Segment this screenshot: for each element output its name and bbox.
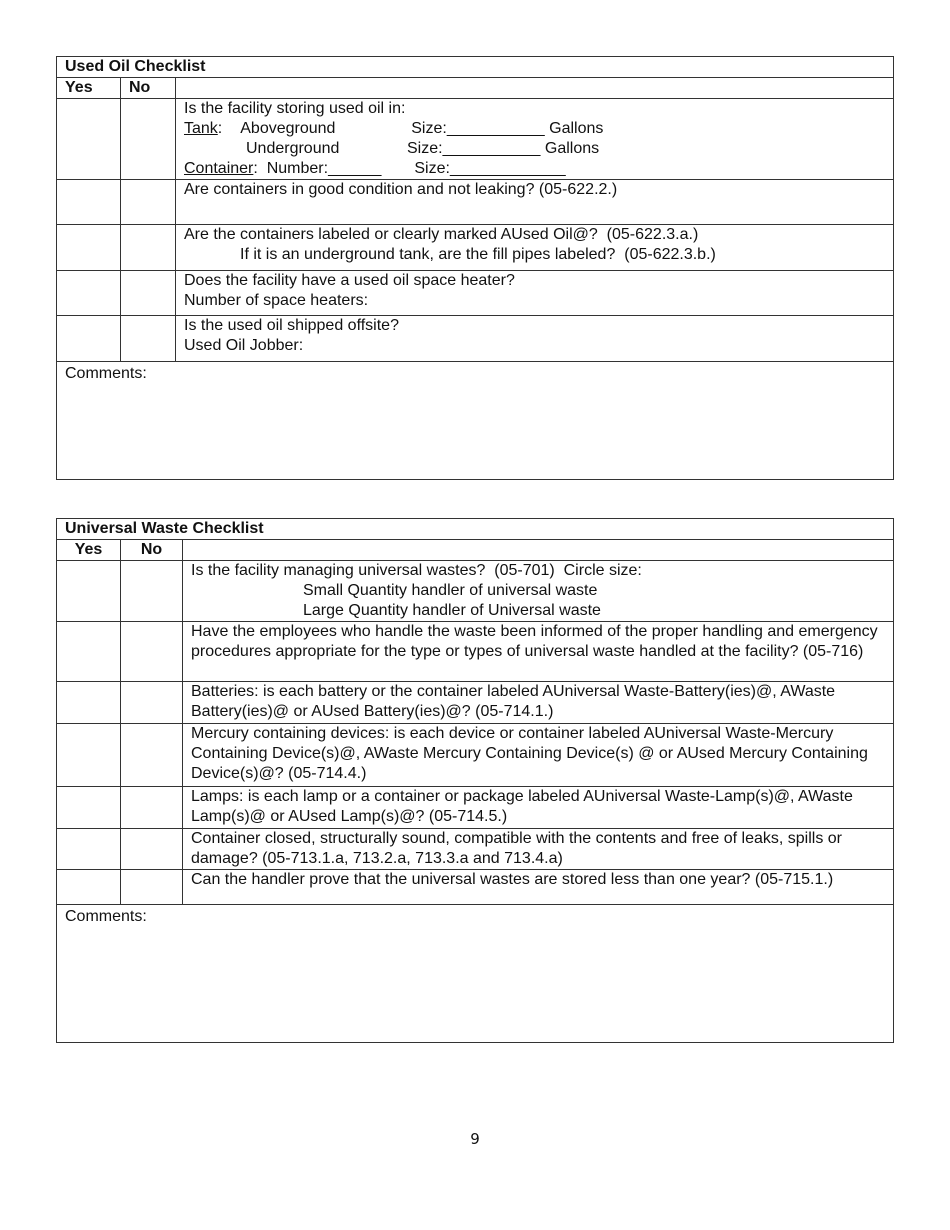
universal-waste-title: Universal Waste Checklist [57, 519, 894, 540]
uw-q3-yes-cell[interactable] [57, 682, 121, 724]
uw-q1-yes-cell[interactable] [57, 561, 121, 622]
universal-waste-no-header: No [121, 540, 183, 561]
container-condition-question: Container closed, structurally sound, compatible with the contents and free of leaks, spills or damage? (05-713.1.a, 713.2.a, 713.3.a and 713.4.a) [183, 829, 894, 870]
universal-waste-checklist-table [56, 518, 894, 1043]
page-number: 9 [470, 1130, 480, 1148]
used-oil-title: Used Oil Checklist [57, 57, 894, 78]
uw-q2-yes-cell[interactable] [57, 622, 121, 682]
universal-waste-comments[interactable]: Comments: [57, 905, 894, 1043]
containers-labeled-question: Are the containers labeled or clearly marked AUsed Oil@? (05-622.3.a.) If it is an underground tank, are the fill pipes labeled? (05-622.3.b.) [176, 225, 894, 271]
container-number: : Number:______ [253, 160, 382, 177]
uw-q6-yes-cell[interactable] [57, 829, 121, 870]
space-heater-question: Does the facility have a used oil space heater? Number of space heaters: [176, 271, 894, 316]
small-quantity-option[interactable]: Small Quantity handler of universal waste [303, 582, 598, 599]
employee-training-question: Have the employees who handle the waste been informed of the proper handling and emergency procedures appropriate for the type or types of universal waste handled at the facility? (05-716) [183, 622, 894, 682]
used-oil-comments[interactable]: Comments: [57, 362, 894, 480]
uw-q3-no-cell[interactable] [121, 682, 183, 724]
uw-q4-yes-cell[interactable] [57, 724, 121, 787]
q2-yes-cell[interactable] [57, 180, 121, 225]
uw-q7-no-cell[interactable] [121, 870, 183, 905]
q5-no-cell[interactable] [121, 316, 176, 362]
managing-universal-wastes-question: Is the facility managing universal wastes? (05-701) Circle size: Small Quantity handler of universal waste Large Quantity handler of Universal waste [183, 561, 894, 622]
q5-yes-cell[interactable] [57, 316, 121, 362]
used-oil-checklist-table [56, 56, 894, 480]
lamps-question: Lamps: is each lamp or a container or package labeled AUniversal Waste-Lamp(s)@, AWaste Lamp(s)@ or AUsed Lamp(s)@? (05-714.5.) [183, 787, 894, 829]
q3-no-cell[interactable] [121, 225, 176, 271]
q1-no-cell[interactable] [121, 99, 176, 180]
mercury-devices-question: Mercury containing devices: is each device or container labeled AUniversal Waste-Mercury Containing Device(s)@, AWaste Mercury Containing Device(s) @ or AUsed Mercury Containing Device(s)@? (05-714.4.) [183, 724, 894, 787]
q2-no-cell[interactable] [121, 180, 176, 225]
aboveground-option: Aboveground [240, 120, 336, 137]
uw-q5-no-cell[interactable] [121, 787, 183, 829]
large-quantity-option[interactable]: Large Quantity handler of Universal waste [303, 602, 601, 619]
q1-yes-cell[interactable] [57, 99, 121, 180]
used-oil-no-header: No [121, 78, 176, 99]
uw-q1-no-cell[interactable] [121, 561, 183, 622]
container-label: Container [184, 160, 254, 177]
q3-yes-cell[interactable] [57, 225, 121, 271]
underground-size: Size:___________ Gallons [407, 140, 600, 157]
uw-q6-no-cell[interactable] [121, 829, 183, 870]
uw-q5-yes-cell[interactable] [57, 787, 121, 829]
uw-q4-no-cell[interactable] [121, 724, 183, 787]
used-oil-question-storage: Is the facility storing used oil in: Tank: Aboveground Size:___________ Gallons Underground Size:___________ Gallons Container: Number:______ Size:_____________ [176, 99, 894, 180]
shipped-offsite-question: Is the used oil shipped offsite? Used Oil Jobber: [176, 316, 894, 362]
uw-q2-no-cell[interactable] [121, 622, 183, 682]
used-oil-yes-header: Yes [57, 78, 121, 99]
storage-question: Is the facility storing used oil in: [184, 100, 406, 117]
q4-yes-cell[interactable] [57, 271, 121, 316]
underground-option: Underground [246, 140, 340, 157]
storage-time-question: Can the handler prove that the universal wastes are stored less than one year? (05-715.1.) [183, 870, 894, 905]
uw-q7-yes-cell[interactable] [57, 870, 121, 905]
q4-no-cell[interactable] [121, 271, 176, 316]
tank-label: Tank [184, 120, 218, 137]
container-size: Size:_____________ [414, 160, 566, 177]
containers-condition-question: Are containers in good condition and not leaking? (05-622.2.) [176, 180, 894, 225]
batteries-question: Batteries: is each battery or the container labeled AUniversal Waste-Battery(ies)@, AWaste Battery(ies)@ or AUsed Battery(ies)@? (05-714.1.) [183, 682, 894, 724]
aboveground-size: Size:___________ Gallons [411, 120, 604, 137]
universal-waste-yes-header: Yes [57, 540, 121, 561]
